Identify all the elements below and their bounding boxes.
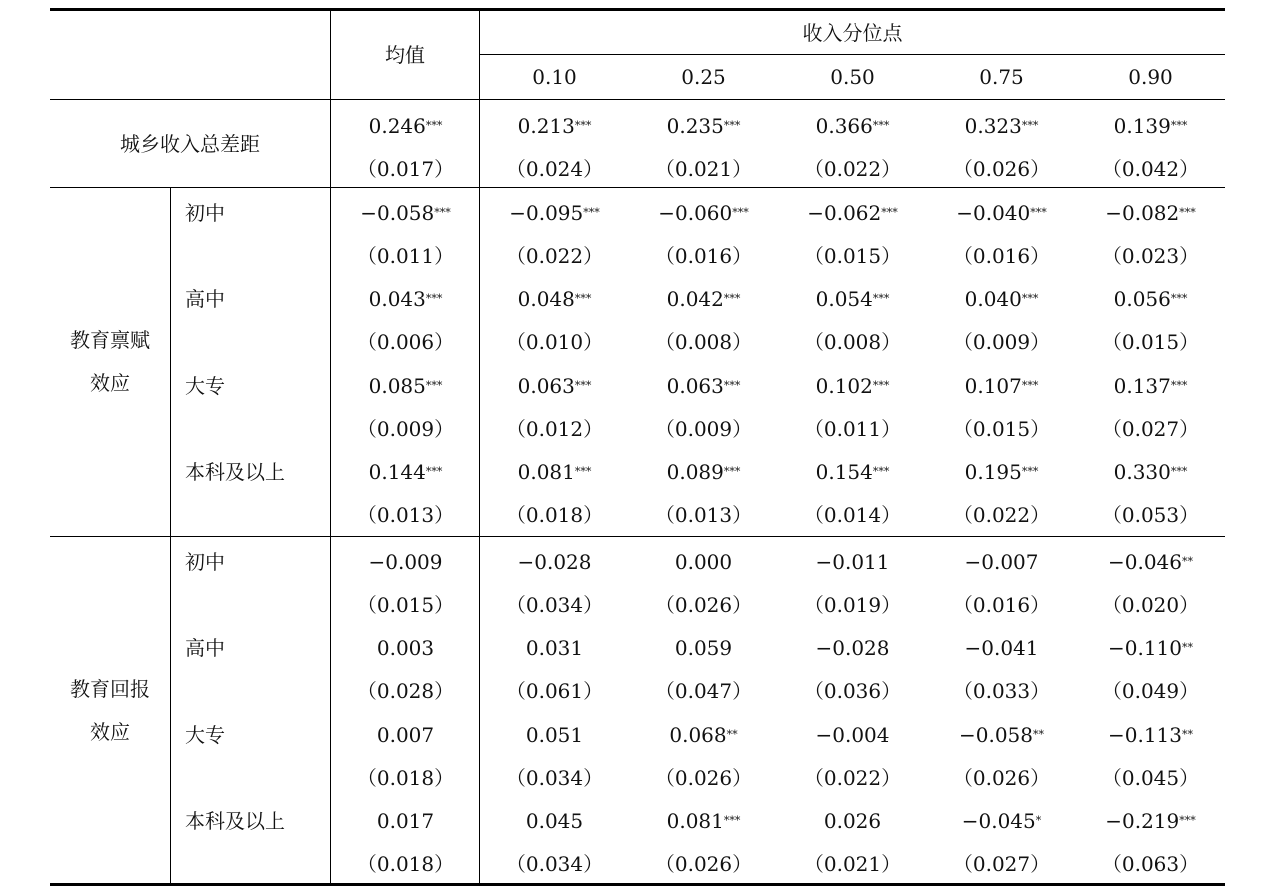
se-cell: （0.009） — [952, 330, 1051, 354]
quantile-header-0.50: 0.50 — [830, 65, 875, 89]
coef-value: −0.028 — [815, 636, 890, 660]
coef-cell: −0.058 ** — [958, 722, 1044, 747]
coef-value: −0.009 — [368, 549, 443, 574]
se-cell: （0.011） — [803, 416, 902, 441]
se-cell: （0.049） — [1101, 679, 1200, 703]
coef-cell: 0.213 *** — [517, 113, 592, 138]
coef-cell: 0.195 *** — [964, 460, 1039, 484]
se-cell: （0.012） — [505, 416, 604, 441]
coef-cell: 0.102 *** — [815, 373, 890, 398]
se-cell: （0.026） — [952, 765, 1051, 790]
coef-value: 0.154 — [815, 460, 873, 484]
se-cell: （0.013） — [654, 503, 753, 527]
quantile-header-0.25: 0.25 — [681, 65, 726, 89]
coef-cell: −0.040 *** — [956, 200, 1047, 225]
se-cell: （0.015） — [803, 243, 902, 268]
coef-value: 0.048 — [517, 287, 575, 311]
coef-cell: 0.081 *** — [517, 460, 592, 484]
coef-value: 0.040 — [964, 287, 1022, 311]
coef-value: 0.051 — [525, 722, 584, 747]
se-cell: （0.022） — [952, 503, 1051, 527]
se-cell: （0.019） — [803, 592, 902, 617]
se-cell: （0.013） — [356, 503, 455, 527]
coef-cell: 0.054 *** — [815, 287, 890, 311]
coef-cell — [480, 540, 629, 583]
coef-value: 0.007 — [376, 722, 435, 747]
coef-value: 0.107 — [964, 373, 1022, 398]
coef-cell: 0.043 *** — [368, 287, 443, 311]
se-cell: （0.053） — [1101, 503, 1200, 527]
row-label: 本科及以上 — [185, 809, 285, 833]
coef-value: −0.095 — [509, 200, 584, 225]
quantile-group-header: 收入分位点 — [802, 20, 903, 45]
coef-cell: 0.068 ** — [669, 722, 738, 747]
coef-value: −0.028 — [517, 549, 592, 574]
coef-value: 0.085 — [368, 373, 426, 398]
quantile-header-0.90: 0.90 — [1128, 65, 1173, 89]
coef-value: 0.056 — [1113, 287, 1171, 311]
coef-value: 0.235 — [666, 113, 724, 138]
coef-cell — [331, 713, 480, 756]
coef-cell: 0.063 *** — [666, 373, 741, 398]
group-label-line: 效应 — [90, 371, 130, 395]
se-cell: （0.015） — [952, 416, 1051, 441]
row-label: 初中 — [185, 549, 225, 574]
group-divider-2 — [170, 536, 171, 885]
coef-cell: 0.246 *** — [368, 113, 443, 138]
coef-value: 0.195 — [964, 460, 1022, 484]
group-label-line: 教育回报 — [70, 677, 150, 701]
coef-value: 0.054 — [815, 287, 873, 311]
coef-value: −0.011 — [815, 549, 890, 574]
coef-cell: 0.139 *** — [1113, 113, 1188, 138]
se-cell: （0.026） — [654, 852, 753, 876]
coef-cell: 0.085 *** — [368, 373, 443, 398]
se-cell: （0.008） — [803, 330, 902, 354]
se-cell: （0.017） — [356, 156, 455, 181]
se-cell: （0.034） — [505, 592, 604, 617]
row-label: 高中 — [185, 636, 225, 660]
se-cell: （0.061） — [505, 679, 604, 703]
coef-cell — [480, 800, 629, 843]
coef-cell: −0.113 ** — [1107, 722, 1193, 747]
se-cell: （0.018） — [356, 852, 455, 876]
coef-value: 0.366 — [815, 113, 873, 138]
coef-cell — [629, 627, 778, 670]
coef-value: −0.007 — [964, 549, 1039, 574]
coef-value: 0.246 — [368, 113, 426, 138]
coef-value: 0.137 — [1113, 373, 1171, 398]
se-cell: （0.027） — [952, 852, 1051, 876]
coef-cell: 0.048 *** — [517, 287, 592, 311]
coef-value: 0.081 — [666, 809, 724, 833]
coef-value: −0.045 — [961, 809, 1036, 833]
coef-value: 0.026 — [823, 809, 882, 833]
coef-cell: 0.042 *** — [666, 287, 741, 311]
coef-cell: 0.154 *** — [815, 460, 890, 484]
coef-cell — [778, 627, 927, 670]
coef-cell — [331, 627, 480, 670]
coef-value: 0.102 — [815, 373, 873, 398]
se-cell: （0.024） — [505, 156, 604, 181]
coef-cell — [778, 800, 927, 843]
coef-cell: 0.137 *** — [1113, 373, 1188, 398]
coef-cell — [480, 627, 629, 670]
se-cell: （0.063） — [1101, 852, 1200, 876]
coef-cell — [629, 540, 778, 583]
coef-value: 0.003 — [376, 636, 435, 660]
se-cell: （0.022） — [803, 156, 902, 181]
coef-value: 0.042 — [666, 287, 724, 311]
coef-value: 0.068 — [669, 722, 727, 747]
coef-cell — [331, 800, 480, 843]
coef-value: −0.004 — [815, 722, 890, 747]
coef-value: −0.041 — [964, 636, 1039, 660]
se-cell: （0.034） — [505, 852, 604, 876]
coef-cell — [927, 627, 1076, 670]
coef-cell: −0.110 ** — [1107, 636, 1193, 660]
coef-cell: −0.062 *** — [807, 200, 898, 225]
coef-cell — [331, 540, 480, 583]
se-cell: （0.016） — [952, 592, 1051, 617]
coef-value: −0.062 — [807, 200, 882, 225]
quantile-header-0.10: 0.10 — [532, 65, 577, 89]
coef-cell: 0.081 *** — [666, 809, 741, 833]
se-cell: （0.009） — [356, 416, 455, 441]
coef-cell: −0.219 *** — [1105, 809, 1196, 833]
se-cell: （0.036） — [803, 679, 902, 703]
se-cell: （0.021） — [654, 156, 753, 181]
se-cell: （0.020） — [1101, 592, 1200, 617]
coef-cell: 0.056 *** — [1113, 287, 1188, 311]
se-cell: （0.015） — [356, 592, 455, 617]
coef-value: 0.063 — [666, 373, 724, 398]
regression-table — [50, 8, 1225, 886]
coef-value: 0.330 — [1113, 460, 1171, 484]
coef-value: −0.058 — [360, 200, 435, 225]
coef-value: −0.113 — [1107, 722, 1182, 747]
quantile-header-0.75: 0.75 — [979, 65, 1024, 89]
coef-cell: −0.045 * — [961, 809, 1042, 833]
mean-header: 均值 — [385, 43, 425, 67]
row-label-total-gap: 城乡收入总差距 — [120, 131, 260, 156]
se-cell: （0.011） — [356, 243, 455, 268]
se-cell: （0.015） — [1101, 330, 1200, 354]
coef-value: 0.017 — [376, 809, 435, 833]
se-cell: （0.045） — [1101, 765, 1200, 790]
se-cell: （0.018） — [505, 503, 604, 527]
coef-value: 0.144 — [368, 460, 426, 484]
row-label: 本科及以上 — [185, 460, 285, 484]
coef-value: 0.213 — [517, 113, 575, 138]
coef-cell: −0.058 *** — [360, 200, 451, 225]
group-label — [50, 537, 170, 885]
se-cell: （0.016） — [952, 243, 1051, 268]
se-cell: （0.034） — [505, 765, 604, 790]
coef-value: 0.323 — [964, 113, 1022, 138]
coef-cell: −0.082 *** — [1105, 200, 1196, 225]
coef-value: 0.043 — [368, 287, 426, 311]
se-cell: （0.028） — [356, 679, 455, 703]
se-cell: （0.022） — [505, 243, 604, 268]
se-cell: （0.006） — [356, 330, 455, 354]
coef-cell: −0.095 *** — [509, 200, 600, 225]
coef-cell — [927, 540, 1076, 583]
coef-value: −0.046 — [1107, 549, 1182, 574]
se-cell: （0.018） — [356, 765, 455, 790]
coef-value: −0.058 — [958, 722, 1033, 747]
coef-cell — [480, 713, 629, 756]
se-cell: （0.010） — [505, 330, 604, 354]
coef-cell: 0.040 *** — [964, 287, 1039, 311]
se-cell: （0.009） — [654, 416, 753, 441]
coef-value: 0.000 — [674, 549, 733, 574]
se-cell: （0.021） — [803, 852, 902, 876]
se-cell: （0.047） — [654, 679, 753, 703]
coef-value: 0.031 — [525, 636, 584, 660]
coef-cell: 0.366 *** — [815, 113, 890, 138]
se-cell: （0.042） — [1101, 156, 1200, 181]
coef-value: −0.110 — [1107, 636, 1182, 660]
coef-cell — [778, 540, 927, 583]
se-cell: （0.008） — [654, 330, 753, 354]
coef-value: −0.060 — [658, 200, 733, 225]
row-label: 初中 — [185, 200, 225, 225]
coef-value: 0.063 — [517, 373, 575, 398]
coef-value: 0.139 — [1113, 113, 1171, 138]
row-label: 高中 — [185, 287, 225, 311]
row-label: 大专 — [185, 373, 225, 398]
se-cell: （0.026） — [654, 592, 753, 617]
coef-cell: 0.330 *** — [1113, 460, 1188, 484]
se-cell: （0.016） — [654, 243, 753, 268]
se-cell: （0.023） — [1101, 243, 1200, 268]
se-cell: （0.022） — [803, 765, 902, 790]
group-label-line: 效应 — [90, 720, 130, 744]
se-cell: （0.027） — [1101, 416, 1200, 441]
se-cell: （0.033） — [952, 679, 1051, 703]
coef-cell: −0.060 *** — [658, 200, 749, 225]
coef-value: 0.045 — [525, 809, 584, 833]
coef-cell: 0.235 *** — [666, 113, 741, 138]
coef-cell: −0.046 ** — [1107, 549, 1193, 574]
row-label: 大专 — [185, 722, 225, 747]
coef-cell: 0.089 *** — [666, 460, 741, 484]
coef-cell: 0.107 *** — [964, 373, 1039, 398]
coef-cell: 0.144 *** — [368, 460, 443, 484]
se-cell: （0.026） — [654, 765, 753, 790]
coef-value: −0.219 — [1105, 809, 1180, 833]
group-label-line: 教育禀赋 — [70, 328, 150, 352]
coef-value: 0.059 — [674, 636, 733, 660]
se-cell: （0.026） — [952, 156, 1051, 181]
se-cell: （0.014） — [803, 503, 902, 527]
group-label — [50, 188, 170, 536]
coef-value: 0.089 — [666, 460, 724, 484]
coef-cell: 0.323 *** — [964, 113, 1039, 138]
coef-value: 0.081 — [517, 460, 575, 484]
coef-cell: 0.063 *** — [517, 373, 592, 398]
coef-value: −0.040 — [956, 200, 1031, 225]
group-divider-1 — [170, 187, 171, 536]
coef-cell — [778, 713, 927, 756]
coef-value: −0.082 — [1105, 200, 1180, 225]
